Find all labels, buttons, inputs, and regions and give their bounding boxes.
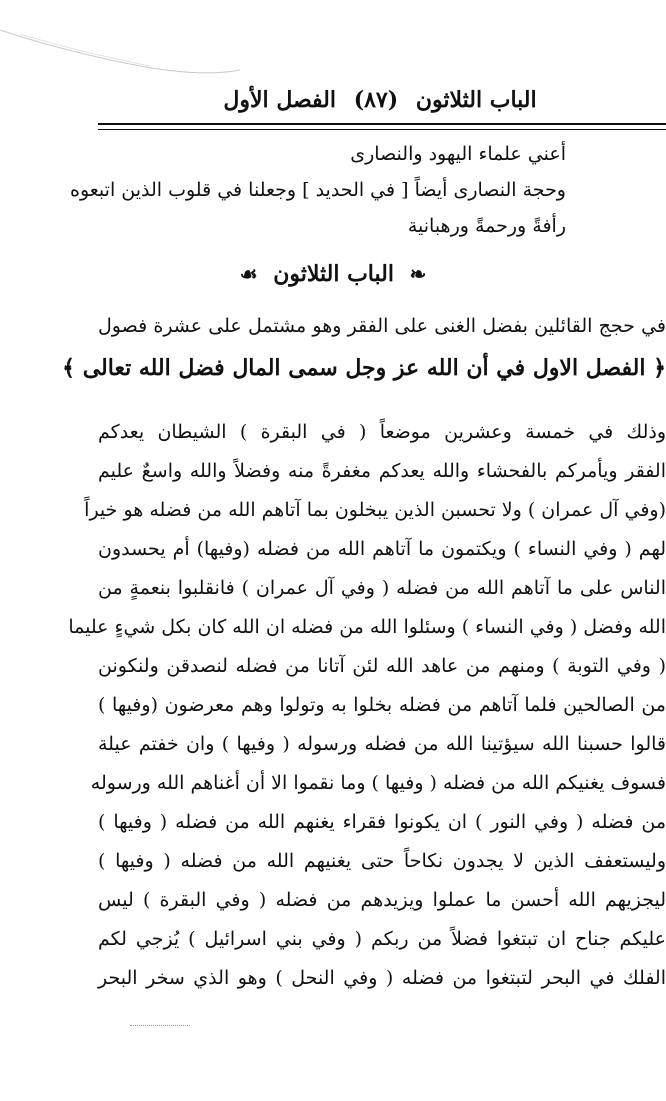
body-line: من فضله ( وفي النور ) ان يكونوا فقراء يغنهم الله من فضله ( وفيها ) [98,811,666,833]
scan-dots [130,1025,190,1026]
chapter-subtitle: في حجج القائلين بفضل الغنى على الفقر وهو مشتمل على عشرة فصول [98,315,666,337]
body-line: وليستعفف الذين لا يجدون نكاحاً حتى يغنيهم الله من فضله ( وفيها ) [98,850,666,872]
header-chapter: الباب الثلاثون [415,87,537,113]
intro-line: رأفةً ورحمةً ورهبانية [407,215,566,237]
page-number: (٨٧) [353,87,399,113]
chapter-title-text: الباب الثلاثون [273,261,394,287]
ornament-right-icon: ❧ [409,262,427,286]
body-line: الفلك في البحر لتبتغوا من فضله ( وفي النحل ) وهو الذي سخر البحر [98,967,666,989]
header-rule-thick [98,123,666,125]
chapter-title [100,256,566,292]
body-line: وذلك في خمسة وعشرين موضعاً ( في البقرة ) الشيطان يعدكم [98,421,666,443]
body-line: لهم ( وفي النساء ) ويكتمون ما آتاهم الله من فضله (وفيها) أم يحسدون [98,538,666,560]
body-line: من الصالحين فلما آتاهم من فضله بخلوا به وتولوا وهم معرضون (وفيها ) [98,694,666,716]
section-title [62,350,666,386]
body-line: ليجزيهم الله أحسن ما عملوا ويزيدهم من فضله ( وفي البقرة ) ليس [98,889,666,911]
body-line: (وفي آل عمران ) ولا تحسبن الذين يبخلون بما آتاهم الله من فضله هو خيراً [84,499,666,521]
body-line: ( وفي التوبة ) ومنهم من عاهد الله لئن آتانا من فضله لنصدقن ولنكونن [98,655,666,677]
ornament-left-icon: ☙ [239,262,258,286]
body-line: الناس على ما آتاهم الله من فضله ( وفي آل عمران ) فانقلبوا بنعمةٍ من [98,577,666,599]
body-line: الله وفضل ( وفي النساء ) وسئلوا الله من فضله ان الله كان بكل شيءٍ عليما [68,616,666,638]
body-line: فسوف يغنيكم الله من فضله ( وفيها ) وما نقموا الا أن أغناهم الله ورسوله [90,772,666,794]
body-line: قالوا حسبنا الله سيؤتينا الله من فضله ورسوله ( وفيها ) وان خفتم عيلة [98,733,666,755]
bracket-right-icon: ﴿ [653,355,666,381]
scan-smudge-mark [0,20,240,80]
body-line: عليكم جناح ان تبتغوا فضلاً من ربكم ( وفي بني اسرائيل ) يُزجي لكم [98,928,666,950]
section-title-text: الفصل الاول في أن الله عز وجل سمى المال فضل الله تعالى [82,355,646,381]
header-section: الفصل الأول [223,87,337,113]
running-header [200,78,560,122]
intro-line: أعني علماء اليهود والنصارى [350,143,566,165]
body-line: الفقر ويأمركم بالفحشاء والله يعدكم مغفرةً منه وفضلاً والله واسعٌ عليم [98,460,666,482]
header-rule-thin [98,129,666,130]
intro-line: وحجة النصارى أيضاً [ في الحديد ] وجعلنا في قلوب الذين اتبعوه [70,179,566,201]
bracket-left-icon: ﴾ [62,355,76,381]
